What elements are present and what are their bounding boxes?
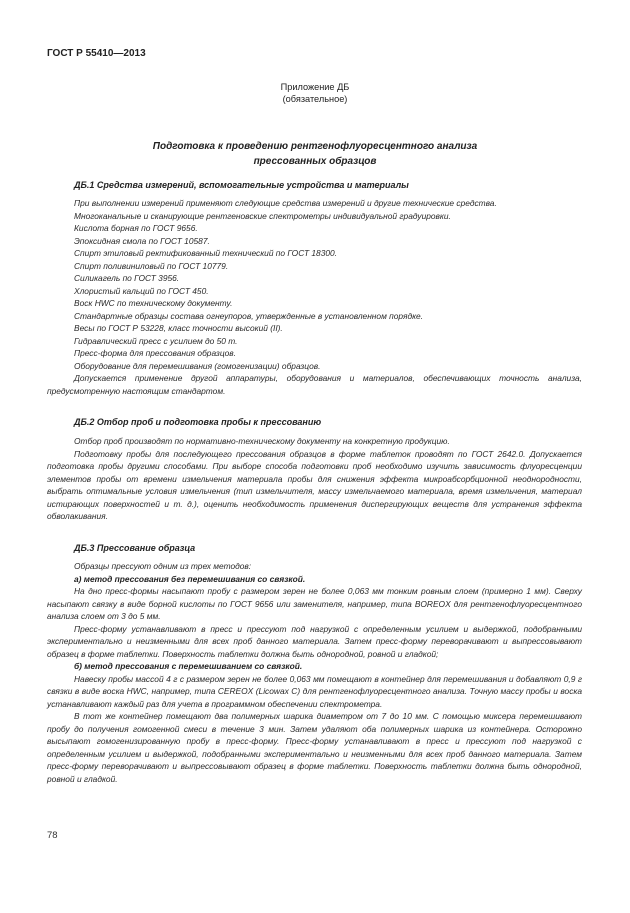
paragraph: При выполнении измерений применяют следующие средства измерений и другие технические средства.	[74, 198, 497, 208]
section-2-body	[47, 435, 582, 523]
list-item: Кислота борная по ГОСТ 9656.	[74, 223, 198, 233]
section-3-body	[47, 560, 582, 785]
paragraph: Пресс-форму устанавливают в пресс и прессуют под нагрузкой с определенным усилием и выдержкой, подобранными экспериментально и неизменными для всех проб данного материала. Затем пресс-форму переворачивают и выпрессовывают образец в форме таблетки. Поверхность таблетки должна быть однородной, ровной и гладкой;	[47, 623, 582, 659]
appendix-status: (обязательное)	[282, 94, 348, 104]
appendix-title	[60, 139, 570, 169]
method-b-heading: б) метод прессования с перемешиванием со связкой.	[74, 661, 303, 671]
paragraph: Подготовку пробы для последующего прессования образцов в форме таблеток проводят по ГОСТ 2642.0. Допускается подготовка пробы другими способами. При выборе способа подготовки проб необходимо изучить зависимость флуоресценции элементов пробы от времени измельчения материала пробы для снижения эффекта микроабсорбционной неоднородности, выбрать оптимальные условия измельчения (тип измельчителя, массу измельчаемого материала, время измельчения, материал истирающих поверхностей и т. д.), оценить необходимость применения диспергирующих веществ для устранения эффекта обволакивания.	[47, 448, 582, 521]
list-item: Гидравлический пресс с усилием до 50 т.	[74, 335, 238, 346]
list-item: Воск HWC по техническому документу.	[74, 298, 233, 308]
page-number: 78	[47, 830, 58, 841]
list-item: Спирт этиловый ректификованный технический по ГОСТ 18300.	[74, 248, 338, 258]
paragraph: Образцы прессуют одним из трех методов:	[74, 561, 252, 571]
paragraph: Навеску пробы массой 4 г с размером зерен не более 0,063 мм помещают в контейнер для перемешивания и добавляют 0,9 г связки в виде воска HWC, например, типа CEREOX (Licowax C) для рентгенофлуоресцентного анализа. Точную массу пробы и воска устанавливают каждый раз для учета в программном обеспечении спектрометра.	[47, 673, 582, 709]
section-1-body	[47, 197, 582, 397]
document-code-header: ГОСТ Р 55410—2013	[47, 48, 146, 59]
title-line-1: Подготовка к проведению рентгенофлуоресцентного анализа	[152, 141, 478, 152]
paragraph: Допускается применение другой аппаратуры, оборудования и материалов, обеспечивающих точность анализа, предусмотренную настоящим стандартом.	[47, 373, 582, 396]
section-1-heading: ДБ.1 Средства измерений, вспомогательные устройства и материалы	[74, 180, 409, 190]
section-3-heading: ДБ.3 Прессование образца	[74, 543, 196, 553]
paragraph: В тот же контейнер помещают два полимерных шарика диаметром от 7 до 10 мм. С помощью миксера перемешивают пробу до получения гомогенной смеси в течение 3 мин. Затем удаляют оба полимерных шарика из контейнера. Осторожно высыпают гомогенизированную пробу в пресс-форму. Пресс-форму устанавливают в пресс и прессуют под нагрузкой с определенным усилием и выдержкой, подобранными экспериментально и неизменными для всех проб данного материала. Затем пресс-форму переворачивают и выпрессовывают образец в форме таблетки. Поверхность таблетки должна быть однородной, ровной и гладкой.	[47, 711, 582, 784]
list-item: Весы по ГОСТ Р 53228, класс точности высокий (II).	[74, 323, 283, 333]
list-item: Многоканальные и сканирующие рентгеновские спектрометры индивидуальной градуировки.	[74, 210, 451, 221]
list-item: Спирт поливиниловый по ГОСТ 10779.	[74, 260, 229, 271]
paragraph: На дно пресс-формы насыпают пробу с размером зерен не более 0,063 мм тонким ровным слоем (примерно 1 мм). Сверху насыпают связку в виде борной кислоты по ГОСТ 9656 или заменителя, например, типа BOREOX для рентгенофлуоресцентного анализа слоем от 3 до 5 мм.	[47, 586, 582, 621]
appendix-label: Приложение ДБ	[280, 82, 350, 92]
title-line-2: прессованных образцов	[253, 156, 377, 167]
section-2-heading: ДБ.2 Отбор проб и подготовка пробы к прессованию	[74, 417, 322, 427]
method-a-heading: а) метод прессования без перемешивания со связкой.	[74, 573, 306, 584]
list-item: Хлористый кальций по ГОСТ 450.	[74, 285, 209, 296]
list-item: Силикагель по ГОСТ 3956.	[74, 273, 180, 283]
list-item: Стандартные образцы состава огнеупоров, утвержденные в установленном порядке.	[74, 310, 424, 321]
list-item: Пресс-форма для прессования образцов.	[74, 348, 236, 358]
paragraph: Отбор проб производят по нормативно-техническому документу на конкретную продукцию.	[74, 436, 450, 446]
list-item: Оборудование для перемешивания (гомогенизации) образцов.	[74, 360, 321, 371]
list-item: Эпоксидная смола по ГОСТ 10587.	[74, 235, 210, 246]
